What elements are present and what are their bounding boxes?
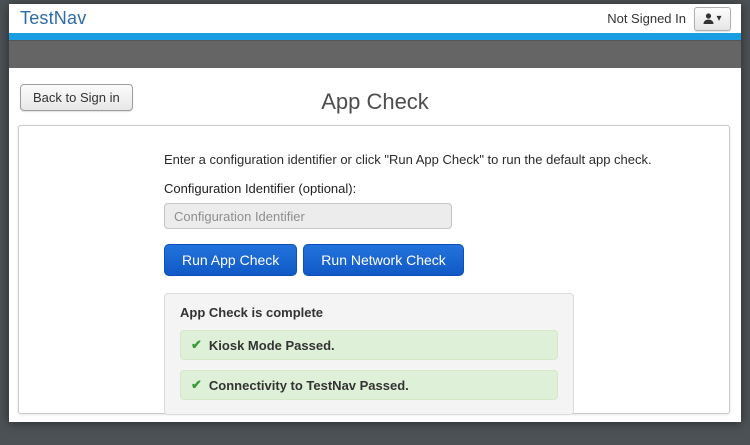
app-check-panel <box>18 125 730 414</box>
config-identifier-input[interactable] <box>164 203 452 229</box>
gray-band <box>9 40 741 68</box>
action-buttons <box>164 244 584 276</box>
result-row-kiosk-mode <box>180 330 558 360</box>
result-text: Connectivity to TestNav Passed. <box>208 377 409 393</box>
user-menu-button[interactable] <box>694 7 731 31</box>
app-window <box>9 4 741 422</box>
check-icon: ✔ <box>191 377 202 392</box>
back-to-signin-button[interactable]: Back to Sign in <box>20 84 133 111</box>
instruction-text: Enter a configuration identifier or click "Run App Check" to run the default app check. <box>164 152 652 167</box>
result-text: Kiosk Mode Passed. <box>208 337 335 353</box>
brand-stripe <box>9 33 741 40</box>
result-row-connectivity <box>180 370 558 400</box>
app-logo: TestNav <box>20 8 87 28</box>
run-network-check-button[interactable]: Run Network Check <box>303 244 464 276</box>
results-panel <box>164 293 574 415</box>
topbar-right <box>607 7 731 31</box>
results-title: App Check is complete <box>180 305 324 320</box>
run-app-check-button[interactable]: Run App Check <box>164 244 297 276</box>
caret-down-icon: ▾ <box>716 12 722 24</box>
user-icon <box>703 13 714 25</box>
config-identifier-label: Configuration Identifier (optional): <box>164 181 357 196</box>
signin-status: Not Signed In <box>607 11 686 26</box>
page-title: App Check <box>321 89 429 114</box>
check-icon: ✔ <box>191 337 202 352</box>
content-area <box>9 68 741 422</box>
top-bar <box>9 4 741 33</box>
panel-inner <box>164 126 652 415</box>
